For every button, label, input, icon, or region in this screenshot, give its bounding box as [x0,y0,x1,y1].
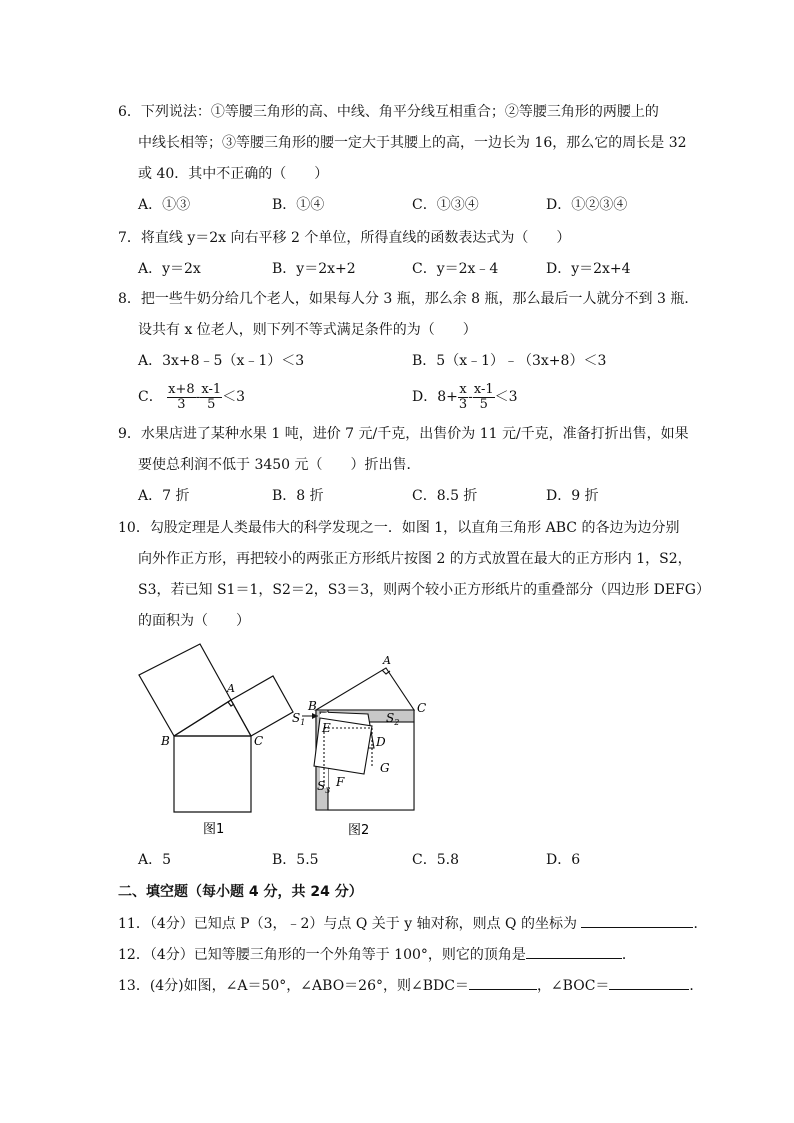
q8-option-c-prefix: C． [138,389,163,405]
fig2-label-a: A [383,654,391,667]
q13-mid: ，∠BOC＝ [536,978,610,994]
fig1-square-left [139,644,231,736]
q11-end: ． [693,916,708,932]
fig1-label-b: B [161,734,170,748]
q8-option-c-suffix: ＜3 [222,389,246,405]
q9-option-a: A．7 折 [138,488,190,504]
fig2-label-b: B [308,699,317,713]
fig2-label-f: F [336,775,345,789]
q8-option-d-minus: - [468,389,473,405]
fig2-label-c: C [417,701,427,715]
q9-option-c: C．8.5 折 [412,488,478,504]
fig1-square-bottom [174,736,251,812]
q7-line1: 7．将直线 y＝2x 向右平移 2 个单位，所得直线的函数表达式为（ ） [118,230,571,246]
q12-end: ． [621,947,636,963]
fig2-label-g: G [380,761,390,775]
fig1-caption: 图1 [203,822,225,837]
q8-line1: 8．把一些牛奶分给几个老人，如果每人分 3 瓶，那么余 8 瓶，那么最后一人就分不到 3 瓶． [118,291,699,307]
section-2-title: 二、填空题（每小题 4 分，共 24 分） [118,884,363,900]
q10-line2: 向外作正方形，再把较小的两张正方形纸片按图 2 的方式放置在最大的正方形内 1，S2， [138,551,692,567]
fig2-caption: 图2 [348,823,370,838]
fig1-triangle-ac [231,700,251,736]
q10-line4: 的面积为（ ） [138,613,250,629]
q8-option-d-num1: x [459,381,467,397]
q8-option-c-frac2 [200,383,222,412]
q8-option-d-prefix: D．8+ [412,389,458,405]
fig2-right-angle-mark [382,670,390,674]
fig2-label-s1: $S_1$ [292,711,306,727]
q10-option-b: B．5.5 [272,852,319,868]
q8-option-c-den2: 5 [207,396,216,412]
q8-option-d-den1: 3 [458,396,468,412]
q10-line3: S3，若已知 S1＝1，S2＝2，S3＝3，则两个较小正方形纸片的重叠部分（四边形 DEFG） [138,582,710,598]
q8-option-c-den1: 3 [177,396,186,412]
q13-answer-blank-2[interactable] [609,975,689,990]
q8-option-d-frac2 [473,383,495,412]
figure-2 [290,648,440,843]
fig2-triangle [316,668,414,710]
q8-option-d-num2: x-1 [473,381,494,397]
q9-line1: 9．水果店进了某种水果 1 吨，进价 7 元/千克，出售价为 11 元/千克，准备打折出售，如果 [118,426,689,442]
q8-option-d-suffix: ＜3 [494,389,518,405]
q8-line2: 设共有 x 位老人，则下列不等式满足条件的为（ ） [138,322,477,338]
q11-answer-blank[interactable] [581,913,693,928]
q8-option-c [138,382,245,412]
q6-line3: 或 40．其中不正确的（ ） [138,166,329,182]
fig1-square-right [231,676,293,736]
q12-answer-blank[interactable] [526,944,622,959]
q6-line1: 6．下列说法：①等腰三角形的高、中线、角平分线互相重合；②等腰三角形的两腰上的 [118,104,659,120]
fig1-triangle-ab [174,700,231,736]
q7-option-d: D．y＝2x+4 [546,261,631,277]
q11-line [118,913,707,934]
q8-option-d [412,382,518,412]
q8-option-b: B．5（x﹣1）﹣（3x+8）＜3 [412,353,607,369]
fig2-label-e: E [322,721,331,735]
fig2-label-d: D [376,735,386,749]
q8-option-c-num2: x-1 [201,381,222,397]
q10-option-d: D．6 [546,852,581,868]
q8-option-c-minus: - [195,389,201,405]
q10-option-a: A．5 [138,852,172,868]
fig1-label-a: A [227,682,235,695]
q6-option-d: D．①②③④ [546,197,628,213]
q13-line [118,975,703,996]
q6-option-a: A．①③ [138,197,191,213]
q10-option-c: C．5.8 [412,852,459,868]
q13-text: 13．(4分)如图，∠A＝50°，∠ABO＝26°，则∠BDC＝ [118,978,469,994]
q12-line [118,944,636,965]
q7-option-b: B．y＝2x+2 [272,261,356,277]
q6-option-b: B．①④ [272,197,325,213]
q9-line2: 要使总利润不低于 3450 元（ ）折出售． [138,457,421,473]
q9-option-b: B．8 折 [272,488,324,504]
fig2-label-s3: $S_3$ [317,779,331,795]
q7-option-c: C．y＝2x﹣4 [412,261,499,277]
q11-text: 11．（4分）已知点 P（3，﹣2）与点 Q 关于 y 轴对称，则点 Q 的坐标为 [118,916,577,932]
q12-text: 12．（4分）已知等腰三角形的一个外角等于 100°，则它的顶角是 [118,947,526,963]
q8-option-c-frac1 [167,383,196,412]
q8-option-a: A．3x+8﹣5（x﹣1）＜3 [138,353,305,369]
fig2-label-s2: $S_2$ [386,711,400,727]
q13-answer-blank-1[interactable] [469,975,537,990]
q8-option-c-num1: x+8 [168,381,195,397]
q9-option-d: D．9 折 [546,488,599,504]
q6-option-c: C．①③④ [412,197,479,213]
q7-option-a: A．y＝2x [138,261,201,277]
q13-end: ． [689,978,704,994]
q6-line2: 中线长相等；③等腰三角形的腰一定大于其腰上的高，一边长为 16，那么它的周长是 32 [138,135,687,151]
q8-option-d-frac1 [458,383,468,412]
q8-option-d-den2: 5 [479,396,488,412]
fig1-label-c: C [254,734,264,748]
figure-1 [125,640,305,840]
q10-line1: 10．勾股定理是人类最伟大的科学发现之一．如图 1，以直角三角形 ABC 的各边为边分别 [118,520,680,536]
